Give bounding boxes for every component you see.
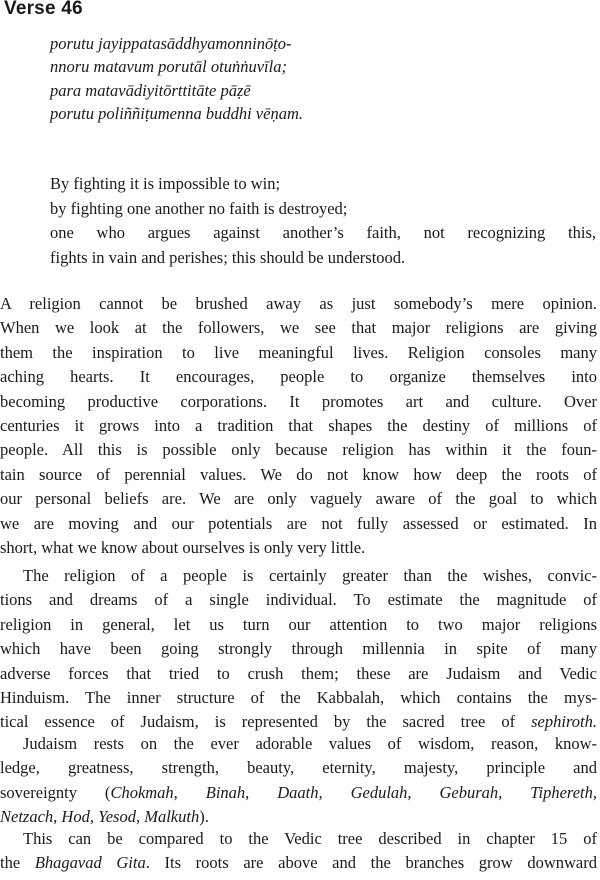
paragraph-line: aching hearts. It encourages, people to organize themselves into — [0, 367, 597, 387]
sephiroth-names: Chokmah, Binah, Daath, Gedulah, Geburah, Tiphereth, — [110, 782, 597, 802]
paragraph-line: we are moving and our potentials are not fully assessed or estimated. In — [0, 513, 597, 533]
paragraph-line: ledge, greatness, strength, beauty, eternity, majesty, principle and — [0, 758, 597, 778]
paragraph-line: When we look at the followers, we see that major religions are giving — [0, 318, 597, 338]
translation-line: by fighting one another no faith is destroyed; — [50, 198, 348, 218]
paragraph-text: ). — [199, 807, 209, 827]
paragraph-line: tions and dreams of a single individual. To estimate the magnitude of — [0, 590, 597, 610]
paragraph-line: A religion cannot be brushed away as just somebody’s mere opinion. — [0, 294, 597, 313]
transliteration-line: para matavādiyitōrttitāte pāẓē — [50, 80, 251, 100]
translation-line: By fighting it is impossible to win; — [50, 174, 281, 193]
paragraph-line: adverse forces that tried to crush them; these are Judaism and Vedic — [0, 663, 597, 683]
paragraph-text: tical essence of Judaism, is represented by the sacred tree of — [0, 712, 532, 732]
paragraph-line: becoming productive corporations. It promotes art and culture. Over — [0, 391, 597, 411]
paragraph-line: centuries it grows into a tradition that shapes the destiny of millions of — [0, 416, 597, 436]
paragraph-line — [0, 851, 597, 875]
paragraph-line — [0, 781, 597, 805]
paragraph-line: our personal beliefs are. We are only vaguely aware of the goal to which — [0, 489, 597, 509]
paragraph-line: religion in general, let us turn our attention to two major religions — [0, 614, 597, 634]
transliteration-line: porutu poliññiṭumenna buddhi vēṇam. — [50, 103, 303, 123]
paragraph-vedic-tree — [0, 827, 597, 876]
verse-heading: Verse 46 — [4, 0, 83, 19]
bhagavad-gita-title: Bhagavad Gita — [34, 853, 146, 873]
paragraph-judaism-values — [0, 732, 597, 830]
translation-block — [50, 172, 596, 271]
transliteration-block — [50, 32, 303, 125]
paragraph-line: which have been going strongly through millennia in spite of many — [0, 639, 597, 659]
paragraph-line: people. All this is possible only because religion has within it the foun- — [0, 440, 597, 460]
translation-line: one who argues against another’s faith, not recognizing this, — [50, 223, 596, 243]
paragraph-line: short, what we know about ourselves is only very little. — [0, 538, 366, 558]
paragraph-line — [0, 805, 597, 829]
transliteration-line: nnoru matavum porutāl otuṅṅuvīla; — [50, 57, 287, 77]
paragraph-text: sovereignty ( — [0, 782, 111, 802]
sephiroth-names-end: Netzach, Hod, Yesod, Malkuth — [0, 807, 200, 827]
paragraph-text: . Its roots are above and the branches grow downward — [145, 853, 597, 873]
paragraph-religion-opinion — [0, 292, 597, 560]
translation-line: fights in vain and perishes; this should be understood. — [50, 248, 406, 268]
paragraph-line: This can be compared to the Vedic tree described in chapter 15 of — [23, 829, 597, 848]
paragraph-line: tain source of perennial values. We do not know how deep the roots of — [0, 464, 597, 484]
paragraph-line: them the inspiration to live meaningful lives. Religion consoles many — [0, 342, 597, 362]
paragraph-line: The religion of a people is certainly greater than the wishes, convic- — [23, 566, 597, 585]
paragraph-religion-magnitude — [0, 564, 597, 735]
transliteration-line: porutu jayippatasāddhyamonninōṭo- — [50, 34, 292, 53]
paragraph-text: the — [0, 853, 35, 873]
sephiroth-term: sephiroth. — [531, 712, 597, 732]
paragraph-line: Judaism rests on the ever adorable values of wisdom, reason, know- — [23, 734, 597, 753]
paragraph-line: Hinduism. The inner structure of the Kabbalah, which contains the mys- — [0, 688, 597, 708]
